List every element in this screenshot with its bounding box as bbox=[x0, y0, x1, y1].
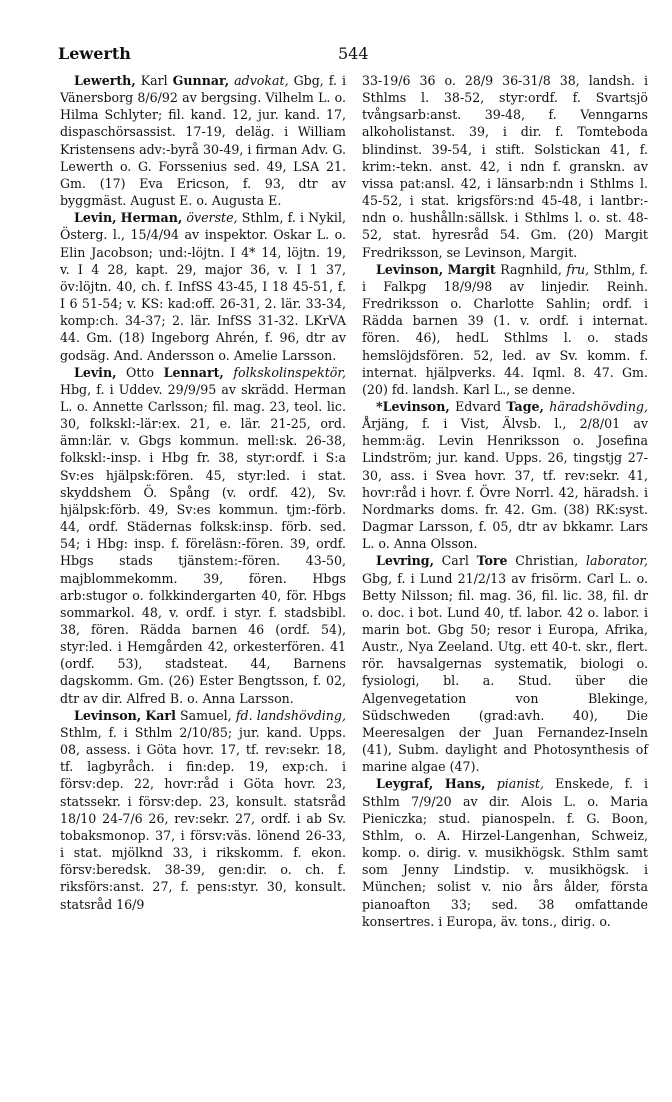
entry-surname: Levin, bbox=[74, 210, 117, 226]
entry-callname: Lennart, bbox=[163, 364, 224, 380]
entry-body: Årjäng, f. i Vist, Älvsb. l., 2/8/01 av hemm:äg. Levin Henriksson o. Josefina Lindström; jur. kand. Upps. 26, tingstjg 27-30, ass. i Svea hovr. 37, tf. rev:sekr. 41, hovr:råd i hovr. f. Övre Norrl. 42, häradsh. i Nordmarks doms. fr. 42. Gm. (38) RK:syst. Dagmar Larsson, f. 05, dtr av bkkamr. Lars L. o. Anna Olsson. bbox=[362, 416, 648, 552]
page-header bbox=[58, 44, 632, 68]
entry-occupation: fd. landshövding, bbox=[235, 707, 346, 723]
entry-leygraf-hans bbox=[362, 775, 648, 929]
entry-callname: Margit bbox=[447, 261, 496, 277]
entry-occupation: fru, bbox=[566, 261, 590, 277]
entry-occupation: laborator, bbox=[586, 553, 648, 569]
entry-occupation: advokat, bbox=[234, 73, 289, 88]
left-column bbox=[60, 72, 346, 913]
entry-levinson-tage: *Levinson, Edvard Tage, häradshövding, Årjäng, f. i Vist, Älvsb. l., 2/8/01 av hemm:äg. Levin Henriksson o. Josefina Lindström; jur. kand. Upps. 26, tingstjg 27-30, ass. i Svea hovr. 37, tf. rev:sekr. 41, hovr:råd i hovr. f. Övre Norrl. 42, häradsh. i Nordmarks doms. fr. 42. Gm. (38) RK:syst. Dagmar Larsson, f. 05, dtr av bkkamr. Lars L. o. Anna Olsson. bbox=[362, 398, 648, 552]
entry-surname: Leygraf, Hans, bbox=[376, 776, 486, 792]
entry-surname: Levinson, bbox=[382, 398, 450, 414]
entry-callname: Tore bbox=[476, 553, 508, 569]
page-number: 544 bbox=[338, 44, 369, 63]
entry-occupation: överste, bbox=[186, 210, 238, 226]
entry-body: 33-19/6 36 o. 28/9 36-31/8 38, landsh. i Sthlms l. 38-52, styr:ordf. f. Svartsjö tvångsarb:anst. 39-48, f. Venngarns alkoholistanst. 39, i dir. f. Tomteboda blindinst. 39-54, i stift. Solstickan 41, f. krim:-tekn. anst. 42, i ndn f. granskn. av vissa pat:ansl. 42, i länsarb:ndn i Sthlms l. 45-52, i stat. krigsförs:nd 45-48, i lantbr:-ndn o. hushålln:sällsk. i Sthlms l. o. st. 48-52, stat. hyresråd 54. Gm. (20) Margit Fredriksson, se Levinson, Margit. bbox=[362, 73, 648, 260]
entry-body: Hbg, f. i Uddev. 29/9/95 av skrädd. Herman L. o. Annette Carlsson; fil. mag. 23, teol. lic. 30, folkskl:-lär:ex. 21, e. lär. 21-25, ord. ämn:lär. v. Gbgs kommun. mell:sk. 26-38, folkskl:-insp. i Hbg fr. 38, styr:ordf. i S:a Sv:es hjälpsk:fören. 45, styr:led. i stat. skyddshem Ö. Spång (v. ordf. 42), Sv. hjälpsk:förb. 49, Sv:es kommun. tjm:-förb. 44, ordf. Städernas folksk:insp. förb. sed. 54; i Hbg: insp. f. föreläsn:-fören. 39, ordf. Hbgs stads tjänstem:-fören. 43-50, majblommekomm. 39, fören. Hbgs arb:stugor o. folkkindergarten 40, för. Hbgs sommarkol. 48, v. ordf. i styr. f. stadsbibl. 38, fören. Rädda barnen 46 (ordf. 54), styr:led. i Hemgården 42, orkesterfören. 41 (ordf. 53), stadsteat. 44, Barnens dagskomm. Gm. (26) Ester Bengtsson, f. 02, dtr av dir. Alfred B. o. Anna Larsson. bbox=[60, 381, 346, 706]
entry-lewerth-gunnar: Lewerth, Karl Gunnar, advokat, Gbg, f. i Vänersborg 8/6/92 av bergsing. Vilhelm L. o. Hilma Schlyter; fil. kand. 12, jur. kand. 17, dispaschörsassist. 17-19, deläg. i William Kristensens adv:-byrå 30-49, i firman Adv. G. Lewerth o. G. Forssenius sed. 49, LSA 21. Gm. (17) Eva Ericson, f. 93, dtr av byggmäst. August E. o. Augusta E. bbox=[60, 73, 346, 209]
entry-surname: Levinson, bbox=[74, 707, 142, 723]
entry-occupation: folkskolinspektör, bbox=[233, 364, 346, 380]
entry-callname: Tage, bbox=[506, 398, 544, 414]
entry-callname: Gunnar, bbox=[172, 73, 230, 88]
entry-callname: Karl bbox=[145, 707, 176, 723]
entry-levinson-karl-continued bbox=[362, 72, 648, 261]
entry-body: Gbg, f. i Lund 21/2/13 av frisörm. Carl L. o. Betty Nilsson; fil. mag. 36, fil. lic. 38, fil. dr o. doc. i bot. Lund 40, tf. labor. 42 o. labor. i marin bot. Gbg 50; resor i Europa, Afrika, Austr., Nya Zeeland. Utg. ett 40-t. skr., flert. rör. havsalgernas systematik, biologi o. fysiologi, bl. a. Stud. über die Algenvegetation von Blekinge, Südschweden (grad:avh. 40), Die Meeresalgen der Juan Fernandez-Inseln (41), Subm. daylight and Photosynthesis of marine algae (47). bbox=[362, 570, 648, 775]
entry-surname: Levring, bbox=[376, 553, 434, 569]
running-head: Lewerth bbox=[58, 44, 131, 63]
entry-marker: * bbox=[376, 398, 383, 414]
entry-body: Enskede, f. i Sthlm 7/9/20 av dir. Alois L. o. Maria Pieniczka; stud. pianospeln. f. G. Boon, Sthlm, o. A. Hirzel-Langenhan, Schweiz, komp. o. dirig. v. musikhögsk. Sthlm samt som Jenny Lindstip. v. musikhögsk. i München; solist v. nio års ålder, första pianoafton 33; sed. 38 omfattande konsertres. i Europa, äv. tons., dirig. o. bbox=[362, 776, 648, 929]
entry-occupation: häradshövding, bbox=[549, 398, 648, 414]
entry-levin-herman bbox=[60, 209, 346, 363]
entry-body: Sthlm, f. i Sthlm 2/10/85; jur. kand. Upps. 08, assess. i Göta hovr. 17, tf. rev:sekr. 18, tf. lagbyråch. i fin:dep. 19, exp:ch. i försv:dep. 22, hovr:råd i Göta hovr. 23, statssekr. i försv:dep. 23, konsult. statsråd 18/10 24-7/6 26, rev:sekr. 27, ordf. i ab Sv. tobaksmonop. 37, i försv:väs. lönend 26-33, i stat. mjölknd 33, i rikskomm. f. ekon. försv:beredsk. 38-39, gen:dir. o. ch. f. riksförs:anst. 27, f. pens:styr. 30, konsult. statsråd 16/9 bbox=[60, 724, 346, 912]
entry-body: Sthlm, f. i Nykil, Österg. l., 15/4/94 av inspektor. Oskar L. o. Elin Jacobson; und:-löjtn. I 4* 14, löjtn. 19, v. I 4 28, kapt. 29, major 36, v. I 1 37, öv:löjtn. 40, ch. f. InfSS 43-45, I 18 45-51, f. I 6 51-54; v. KS: kad:off. 26-31, 2. lär. 33-34, komp:ch. 34-37; 2. lär. InfSS 31-32. LKrVA 44. Gm. (18) Ingeborg Ahrén, f. 96, dtr av godsäg. And. Andersson o. Amelie Larsson. bbox=[60, 210, 346, 363]
entry-callname: Herman, bbox=[120, 210, 183, 226]
entry-levinson-karl: Levinson, Karl Samuel, fd. landshövding, Sthlm, f. i Sthlm 2/10/85; jur. kand. Upps. 08, assess. i Göta hovr. 17, tf. rev:sekr. 18, tf. lagbyråch. i fin:dep. 19, exp:ch. i försv:dep. 22, hovr:råd i Göta hovr. 23, statssekr. i försv:dep. 23, konsult. statsråd 18/10 24-7/6 26, rev:sekr. 27, ordf. i ab Sv. tobaksmonop. 37, i försv:väs. lönend 26-33, i stat. mjölknd 33, i rikskomm. f. ekon. försv:beredsk. 38-39, gen:dir. o. ch. f. riksförs:anst. 27, f. pens:styr. 30, konsult. statsråd 16/9 bbox=[60, 707, 346, 912]
entry-body: Gbg, f. i Vänersborg 8/6/92 av bergsing. Vilhelm L. o. Hilma Schlyter; fil. kand. 12, jur. kand. 17, dispaschörsassist. 17-19, deläg. i William Kristensens adv:-byrå 30-49, i firman Adv. G. Lewerth o. G. Forssenius sed. 49, LSA 21. Gm. (17) Eva Ericson, f. 93, dtr av byggmäst. August E. o. Augusta E. bbox=[60, 73, 346, 209]
entry-levring-tore: Levring, Carl Tore Christian, laborator, Gbg, f. i Lund 21/2/13 av frisörm. Carl L. o. Betty Nilsson; fil. mag. 36, fil. lic. 38, fil. dr o. doc. i bot. Lund 40, tf. labor. 42 o. labor. i marin bot. Gbg 50; resor i Europa, Afrika, Austr., Nya Zeeland. Utg. ett 40-t. skr., flert. rör. havsalgernas systematik, biologi o. fysiologi, bl. a. Stud. über die Algenvegetation von Blekinge, Südschweden (grad:avh. 40), Die Meeresalgen der Juan Fernandez-Inseln (41), Subm. daylight and Photosynthesis of marine algae (47). bbox=[362, 553, 648, 775]
entry-surname: Levin, bbox=[74, 364, 117, 380]
entry-occupation: pianist, bbox=[496, 776, 544, 792]
entry-levin-lennart: Levin, Otto Lennart, folkskolinspektör, Hbg, f. i Uddev. 29/9/95 av skrädd. Herman L. o. Annette Carlsson; fil. mag. 23, teol. lic. 30, folkskl:-lär:ex. 21, e. lär. 21-25, ord. ämn:lär. v. Gbgs kommun. mell:sk. 26-38, folkskl:-insp. i Hbg fr. 38, styr:ordf. i S:a Sv:es hjälpsk:fören. 45, styr:led. i stat. skyddshem Ö. Spång (v. ordf. 42), Sv. hjälpsk:förb. 49, Sv:es kommun. tjm:-förb. 44, ordf. Städernas folksk:insp. förb. sed. 54; i Hbg: insp. f. föreläsn:-fören. 39, ordf. Hbgs stads tjänstem:-fören. 43-50, majblommekomm. 39, fören. Hbgs arb:stugor o. folkkindergarten 40, för. Hbgs sommarkol. 48, v. ordf. i styr. f. stadsbibl. 38, fören. Rädda barnen 46 (ordf. 54), styr:led. i Hemgården 42, orkesterfören. 41 (ordf. 53), stadsteat. 44, Barnens dagskomm. Gm. (26) Ester Bengtsson, f. 02, dtr av dir. Alfred B. o. Anna Larsson. bbox=[60, 364, 346, 706]
entry-surname: Levinson, bbox=[376, 261, 444, 277]
entry-body: Sthlm, f. i Falkpg 18/9/98 av linjedir. Reinh. Fredriksson o. Charlotte Sahlin; ordf. i Rädda barnen 39 (1. v. ordf. i internat. fören. 46), hedL Sthlms l. o. stads hemslöjdsfören. 52, led. av Sv. komm. f. internat. hjälpverks. 44. Iqml. 8. 47. Gm. (20) fd. landsh. Karl L., se denne. bbox=[362, 261, 648, 397]
right-column bbox=[362, 72, 648, 930]
entry-levinson-margit: Levinson, Margit Ragnhild, fru, Sthlm, f. i Falkpg 18/9/98 av linjedir. Reinh. Fredriksson o. Charlotte Sahlin; ordf. i Rädda barnen 39 (1. v. ordf. i internat. fören. 46), hedL Sthlms l. o. stads hemslöjdsfören. 52, led. av Sv. komm. f. internat. hjälpverks. 44. Iqml. 8. 47. Gm. (20) fd. landsh. Karl L., se denne. bbox=[362, 261, 648, 397]
entry-surname: Lewerth, bbox=[74, 73, 136, 88]
